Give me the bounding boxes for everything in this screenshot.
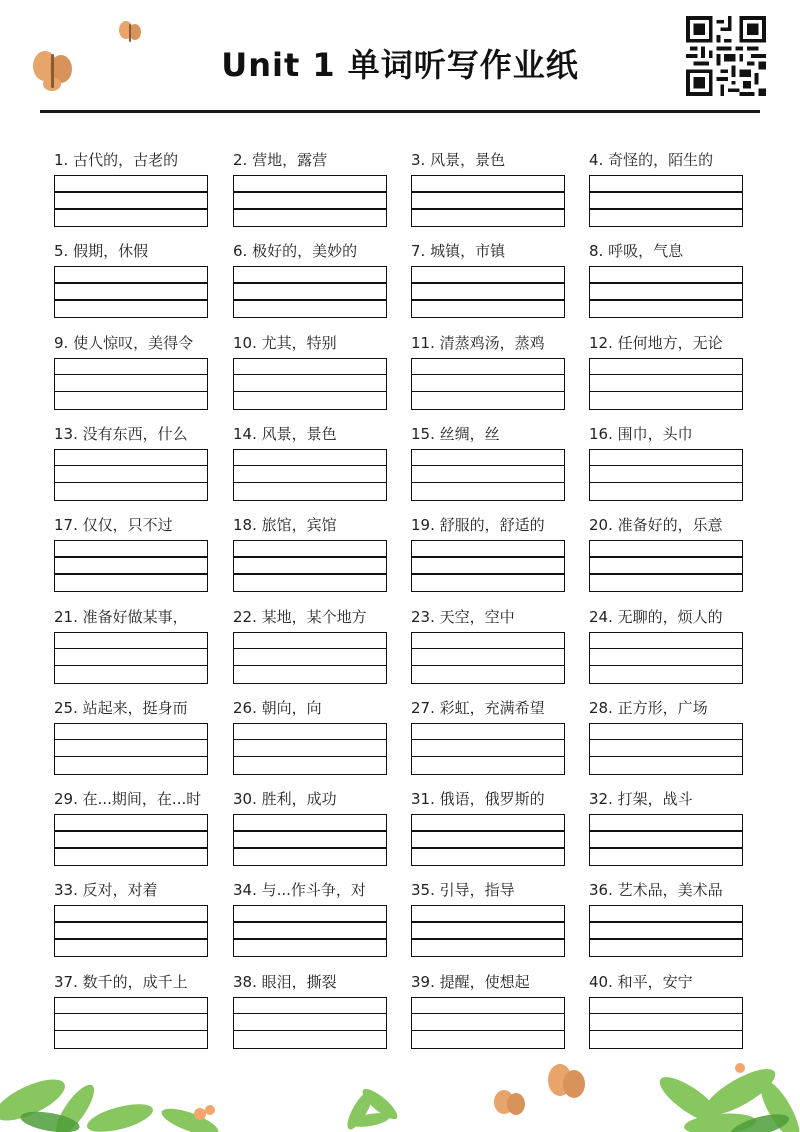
dictation-item	[54, 789, 212, 809]
dictation-item	[233, 424, 391, 444]
dictation-item	[589, 424, 747, 444]
dictation-item-label: 1. 古代的，古老的	[54, 151, 179, 169]
dictation-item	[411, 150, 569, 170]
answer-lines[interactable]	[411, 175, 565, 227]
dictation-item	[411, 972, 569, 992]
dictation-item	[589, 698, 747, 718]
writing-line	[590, 282, 742, 284]
writing-line	[234, 556, 386, 558]
dictation-item-label: 10. 尤其，特别	[233, 333, 337, 352]
answer-lines[interactable]	[589, 175, 743, 227]
answer-lines[interactable]	[233, 814, 387, 866]
dictation-item-label: 26. 朝向，向	[233, 698, 322, 717]
writing-line	[55, 847, 207, 849]
writing-line	[55, 938, 207, 940]
writing-line	[412, 1013, 564, 1015]
writing-line	[590, 921, 742, 923]
answer-lines[interactable]	[411, 632, 565, 684]
answer-lines[interactable]	[589, 632, 743, 684]
dictation-item	[589, 333, 747, 353]
dictation-item	[411, 607, 569, 627]
writing-line	[55, 1030, 207, 1032]
answer-lines[interactable]	[589, 814, 743, 866]
answer-lines[interactable]	[54, 358, 208, 410]
writing-line	[234, 191, 386, 193]
answer-lines[interactable]	[233, 358, 387, 410]
dictation-item-label: 21. 准备好做某事，	[54, 607, 188, 626]
writing-line	[55, 299, 207, 301]
dictation-item	[589, 515, 747, 535]
dictation-item-label: 4. 奇怪的，陌生的	[589, 151, 714, 169]
writing-line	[412, 282, 564, 284]
writing-line	[412, 299, 564, 301]
dictation-item	[411, 515, 569, 535]
dictation-item	[54, 698, 212, 718]
dictation-item-label: 25. 站起来，挺身而	[54, 698, 188, 717]
writing-line	[590, 938, 742, 940]
answer-lines[interactable]	[54, 449, 208, 501]
answer-lines[interactable]	[233, 632, 387, 684]
dictation-item	[411, 333, 569, 353]
writing-line	[590, 573, 742, 575]
writing-line	[590, 739, 742, 741]
dictation-item-label: 3. 风景，景色	[411, 151, 506, 169]
writing-line	[412, 921, 564, 923]
dictation-item	[54, 880, 212, 900]
dictation-item-label: 6. 极好的，美妙的	[233, 242, 358, 261]
answer-lines[interactable]	[233, 449, 387, 501]
dictation-item-label: 18. 旅馆，宾馆	[233, 516, 337, 535]
dictation-item	[589, 789, 747, 809]
dictation-item	[589, 880, 747, 900]
writing-line	[412, 573, 564, 575]
dictation-item	[54, 607, 212, 627]
answer-lines[interactable]	[411, 723, 565, 775]
writing-line	[55, 756, 207, 758]
writing-line	[590, 830, 742, 832]
dictation-item-label: 16. 围巾，头巾	[589, 424, 693, 443]
dictation-item-label: 15. 丝绸，丝	[411, 424, 500, 443]
dictation-item	[233, 789, 391, 809]
writing-line	[412, 208, 564, 210]
writing-line	[55, 648, 207, 650]
writing-line	[412, 191, 564, 193]
writing-line	[55, 921, 207, 923]
writing-line	[55, 1013, 207, 1015]
writing-line	[412, 739, 564, 741]
dictation-item	[589, 150, 747, 170]
answer-lines[interactable]	[589, 449, 743, 501]
dictation-item-label: 31. 俄语，俄罗斯的	[411, 790, 545, 809]
answer-lines[interactable]	[233, 723, 387, 775]
writing-line	[234, 573, 386, 575]
writing-line	[55, 573, 207, 575]
writing-line	[234, 208, 386, 210]
answer-lines[interactable]	[589, 266, 743, 318]
leaf-icon	[0, 1040, 800, 1132]
dictation-item	[233, 241, 391, 261]
dictation-item-label: 12. 任何地方，无论	[589, 333, 723, 352]
writing-line	[590, 391, 742, 393]
answer-lines[interactable]	[411, 905, 565, 957]
answer-lines[interactable]	[589, 358, 743, 410]
answer-lines[interactable]	[54, 814, 208, 866]
writing-line	[55, 208, 207, 210]
writing-line	[234, 921, 386, 923]
writing-line	[55, 739, 207, 741]
answer-lines[interactable]	[411, 449, 565, 501]
writing-line	[412, 465, 564, 467]
answer-lines[interactable]	[233, 540, 387, 592]
dictation-item-label: 29. 在...期间，在...时	[54, 790, 202, 809]
answer-lines[interactable]	[54, 266, 208, 318]
writing-line	[234, 938, 386, 940]
dictation-item-label: 9. 使人惊叹，美得令	[54, 333, 194, 352]
answer-lines[interactable]	[54, 175, 208, 227]
writing-line	[55, 191, 207, 193]
dictation-item	[233, 515, 391, 535]
writing-line	[234, 391, 386, 393]
dictation-item-label: 32. 打架，战斗	[589, 790, 693, 809]
dictation-item-label: 33. 反对，对着	[54, 881, 158, 900]
writing-line	[412, 830, 564, 832]
dictation-item	[589, 972, 747, 992]
answer-lines[interactable]	[54, 905, 208, 957]
dictation-item-label: 17. 仅仅，只不过	[54, 516, 173, 535]
answer-lines[interactable]	[411, 540, 565, 592]
dictation-item-label: 36. 艺术品，美术品	[589, 881, 723, 900]
writing-line	[234, 665, 386, 667]
dictation-item-label: 8. 呼吸，气息	[589, 242, 684, 261]
answer-lines[interactable]	[233, 905, 387, 957]
answer-lines[interactable]	[589, 905, 743, 957]
writing-line	[412, 374, 564, 376]
dictation-item	[411, 789, 569, 809]
dictation-item-label: 34. 与...作斗争，对	[233, 881, 366, 900]
answer-lines[interactable]	[411, 358, 565, 410]
dictation-item-label: 28. 正方形，广场	[589, 698, 708, 717]
writing-line	[412, 847, 564, 849]
dictation-item	[589, 241, 747, 261]
writing-line	[234, 847, 386, 849]
writing-line	[412, 391, 564, 393]
writing-line	[55, 665, 207, 667]
dictation-item	[589, 607, 747, 627]
writing-line	[55, 282, 207, 284]
dictation-item-label: 37. 数千的，成千上	[54, 972, 188, 991]
dictation-item-label: 14. 风景，景色	[233, 424, 337, 443]
dictation-item-label: 11. 清蒸鸡汤，蒸鸡	[411, 333, 545, 352]
dictation-item-label: 22. 某地，某个地方	[233, 607, 367, 626]
answer-lines[interactable]	[411, 266, 565, 318]
answer-lines[interactable]	[411, 814, 565, 866]
page-title: Unit 1 单词听写作业纸	[221, 46, 579, 84]
writing-line	[234, 830, 386, 832]
dictation-item-label: 19. 舒服的，舒适的	[411, 516, 545, 535]
dictation-item-label: 7. 城镇，市镇	[411, 242, 506, 261]
dictation-item	[54, 333, 212, 353]
writing-line	[590, 556, 742, 558]
dictation-item	[233, 698, 391, 718]
answer-lines[interactable]	[54, 723, 208, 775]
writing-line	[590, 208, 742, 210]
writing-line	[590, 756, 742, 758]
writing-line	[412, 482, 564, 484]
writing-line	[55, 830, 207, 832]
writing-line	[590, 465, 742, 467]
writing-line	[590, 847, 742, 849]
writing-line	[234, 282, 386, 284]
dictation-item	[233, 333, 391, 353]
writing-line	[412, 938, 564, 940]
writing-line	[55, 465, 207, 467]
writing-line	[234, 374, 386, 376]
writing-line	[234, 739, 386, 741]
dictation-item-label: 2. 营地，露营	[233, 151, 328, 169]
dictation-item	[411, 241, 569, 261]
dictation-item	[233, 150, 391, 170]
writing-line	[590, 1013, 742, 1015]
writing-line	[55, 374, 207, 376]
writing-line	[234, 756, 386, 758]
answer-lines[interactable]	[589, 723, 743, 775]
dictation-item-label: 5. 假期，休假	[54, 242, 149, 261]
writing-line	[590, 665, 742, 667]
writing-line	[234, 1030, 386, 1032]
writing-line	[590, 191, 742, 193]
answer-lines[interactable]	[233, 175, 387, 227]
writing-line	[590, 482, 742, 484]
dictation-item-label: 35. 引导，指导	[411, 881, 515, 900]
writing-line	[412, 556, 564, 558]
dictation-item	[54, 150, 212, 170]
writing-line	[55, 391, 207, 393]
writing-line	[234, 482, 386, 484]
answer-lines[interactable]	[54, 540, 208, 592]
answer-lines[interactable]	[589, 540, 743, 592]
dictation-item-label: 20. 准备好的，乐意	[589, 516, 723, 535]
writing-line	[55, 556, 207, 558]
dictation-item	[233, 607, 391, 627]
dictation-item	[54, 972, 212, 992]
dictation-item	[233, 880, 391, 900]
writing-line	[590, 648, 742, 650]
writing-line	[234, 299, 386, 301]
writing-line	[412, 648, 564, 650]
writing-line	[590, 1030, 742, 1032]
dictation-item-label: 13. 没有东西，什么	[54, 424, 188, 443]
dictation-item-label: 24. 无聊的，烦人的	[589, 607, 723, 626]
dictation-item-label: 39. 提醒，使想起	[411, 972, 530, 991]
dictation-item-label: 40. 和平，安宁	[589, 972, 693, 991]
answer-lines[interactable]	[54, 632, 208, 684]
writing-line	[412, 665, 564, 667]
dictation-item-label: 38. 眼泪，撕裂	[233, 972, 337, 991]
writing-line	[234, 648, 386, 650]
writing-line	[590, 374, 742, 376]
writing-line	[590, 299, 742, 301]
dictation-item	[54, 515, 212, 535]
dictation-item-label: 23. 天空，空中	[411, 607, 515, 626]
writing-line	[234, 1013, 386, 1015]
dictation-item-label: 27. 彩虹，充满希望	[411, 698, 545, 717]
answer-lines[interactable]	[233, 266, 387, 318]
dictation-item	[411, 880, 569, 900]
dictation-item	[233, 972, 391, 992]
writing-line	[412, 1030, 564, 1032]
writing-line	[55, 482, 207, 484]
dictation-item	[54, 241, 212, 261]
dictation-item	[411, 698, 569, 718]
writing-line	[234, 465, 386, 467]
dictation-item	[54, 424, 212, 444]
writing-line	[412, 756, 564, 758]
dictation-item	[411, 424, 569, 444]
dictation-item-label: 30. 胜利，成功	[233, 790, 337, 809]
